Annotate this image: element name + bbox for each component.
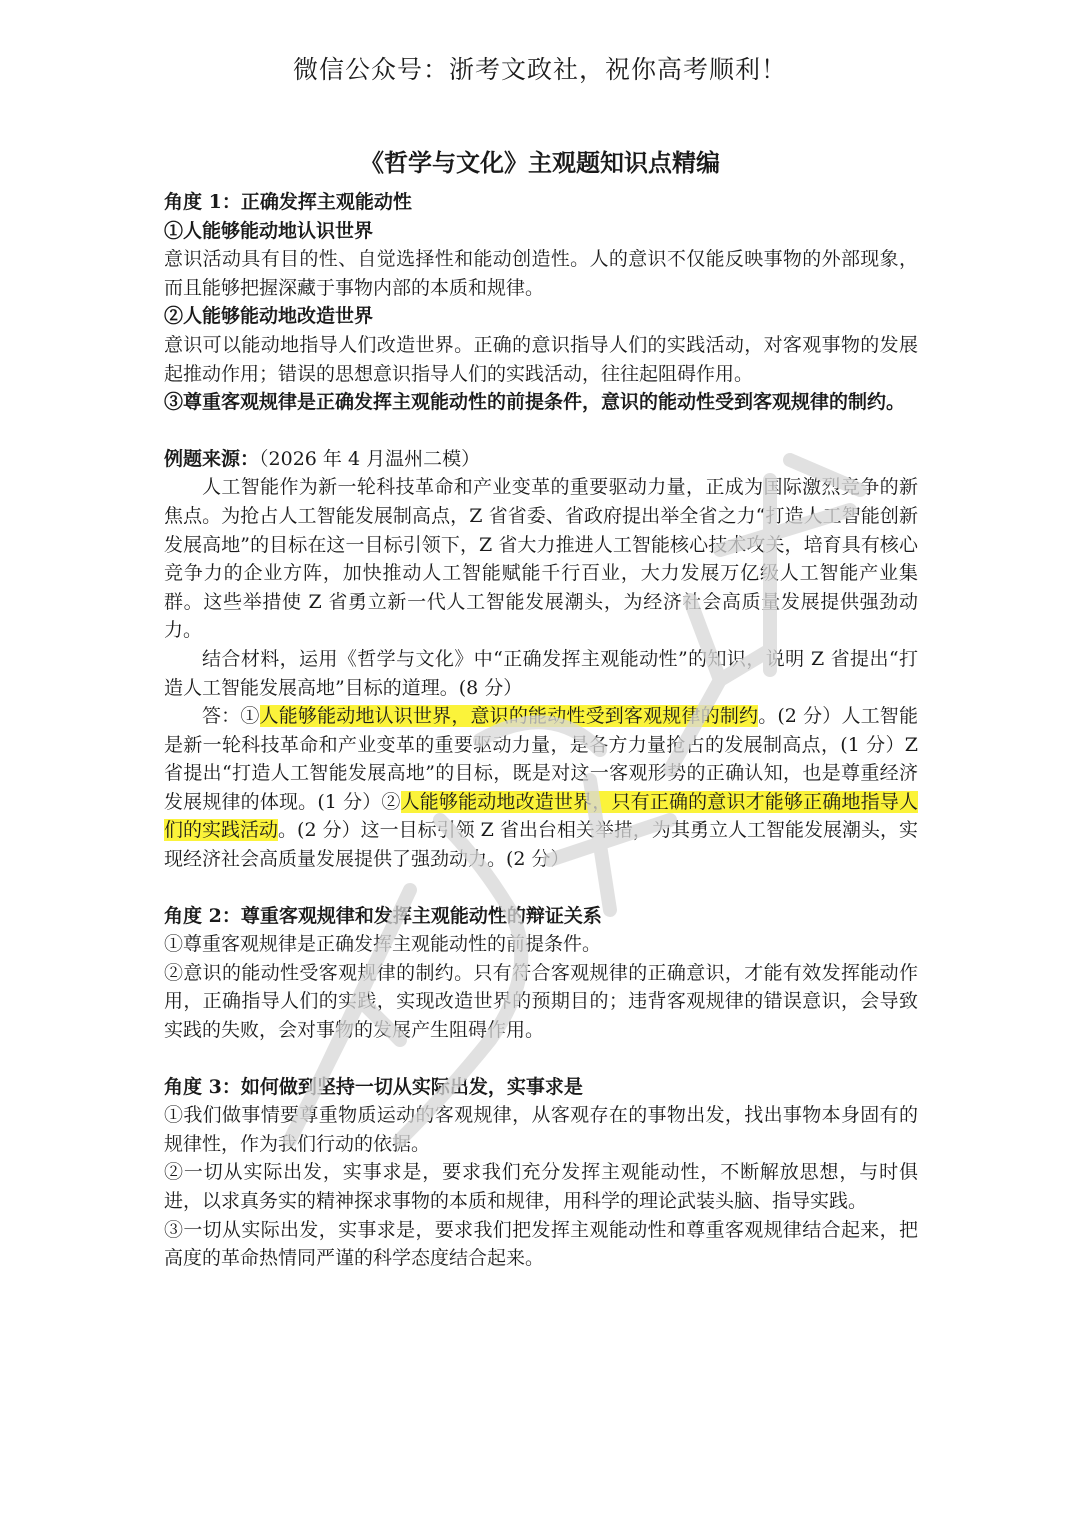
page-header: 微信公众号：浙考文政社，祝你高考顺利！ [292,55,787,84]
example-source: （2026 年 4 月温州二模） [259,447,481,470]
example-source-line [164,445,918,474]
example-material: 人工智能作为新一轮科技革命和产业变革的重要驱动力量，正成为国际激烈竞争的新焦点。为抢占人工智能发展制高点，Z 省省委、省政府提出举全省之力“打造人工智能创新发展高地”的目标在这一目标引领下，Z 省大力推进人工智能核心技术攻关，培育具有核心竞争力的企业方阵，加快推动人工智能赋能千行百业，大力发展万亿级人工智能产业集群。这些举措使 Z 省勇立新一代人工智能发展潮头，为经济社会高质量发展提供强劲动力。 [164,476,918,642]
answer-highlight-2: 人能够能动地改造世界，只有正确的意识才能够正确地指导人们的实践活动 [164,790,918,842]
angle1-point1-title: ①人能够能动地认识世界 [164,219,374,242]
spacer [164,874,918,902]
angle1-point1-text: 意识活动具有目的性、自觉选择性和能动创造性。人的意识不仅能反映事物的外部现象，而且能够把握深藏于事物内部的本质和规律。 [164,248,918,299]
angle1-heading: 角度 1：正确发挥主观能动性 [164,191,412,213]
example-question: 结合材料，运用《哲学与文化》中“正确发挥主观能动性”的知识，说明 Z 省提出“打造人工智能发展高地”目标的道理。(8 分） [164,647,918,699]
angle2-heading: 角度 2：尊重客观规律和发挥主观能动性的辩证关系 [164,904,602,927]
spacer [164,417,918,445]
example-label: 例题来源： [164,447,260,470]
angle2-point2: ②意识的能动性受客观规律的制约。只有符合客观规律的正确意识，才能有效发挥能动作用，正确指导人们的实践，实现改造世界的预期目的；违背客观规律的错误意识，会导致实践的失败，会对事物的发展产生阻碍作用。 [164,961,918,1042]
document-body [164,188,918,1273]
angle1-point2-text: 意识可以能动地指导人们改造世界。正确的意识指导人们的实践活动，对客观事物的发展起推动作用；错误的思想意识指导人们的实践活动，往往起阻碍作用。 [164,333,918,385]
angle3-point1: ①我们做事情要尊重物质运动的客观规律，从客观存在的事物出发，找出事物本身固有的规律性，作为我们行动的依据。 [164,1104,918,1155]
angle1-point3-title: ③尊重客观规律是正确发挥主观能动性的前提条件，意识的能动性受到客观规律的制约。 [164,391,906,414]
page-title: 《哲学与文化》主观题知识点精编 [360,148,720,177]
example-answer [164,702,918,874]
answer-middle: 。(2 分）人工智能是新一轮科技革命和产业变革的重要驱动力量，是各方力量抢占的发展制高点，(1 分）Z 省提出“打造人工智能发展高地”的目标，既是对这一客观形势的正确认知，也是尊重经济发展规律的体现。(1 分）② [164,705,918,813]
angle2-point1: ①尊重客观规律是正确发挥主观能动性的前提条件。 [164,933,602,956]
answer-end: 。(2 分）这一目标引领 Z 省出台相关举措，为其勇立人工智能发展潮头，实现经济社会高质量发展提供了强劲动力。(2 分） [164,819,918,871]
angle3-point2: ②一切从实际出发，实事求是，要求我们充分发挥主观能动性，不断解放思想，与时俱进，以求真务实的精神探求事物的本质和规律，用科学的理论武装头脑、指导实践。 [164,1161,918,1212]
angle1-point2-title: ②人能够能动地改造世界 [164,305,374,328]
answer-highlight-1: 人能够能动地认识世界，意识的能动性受到客观规律的制约 [259,705,759,728]
answer-prefix: 答：① [202,705,260,728]
angle3-heading: 角度 3：如何做到坚持一切从实际出发，实事求是 [164,1075,583,1098]
spacer [164,1045,918,1073]
angle3-point3: ③一切从实际出发，实事求是，要求我们把发挥主观能动性和尊重客观规律结合起来，把高度的革命热情同严谨的科学态度结合起来。 [164,1218,918,1270]
